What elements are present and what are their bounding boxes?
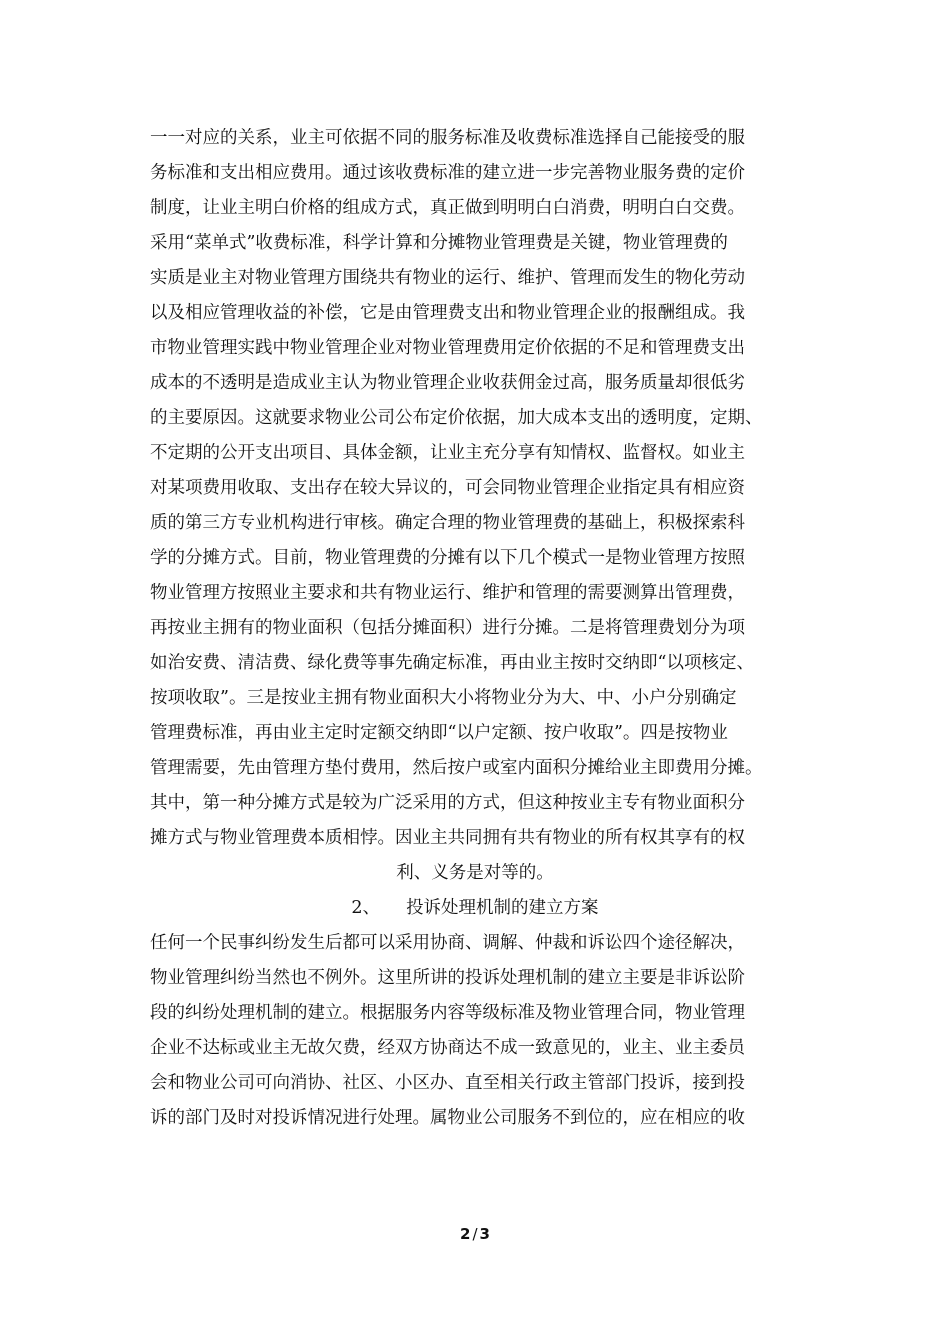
paragraph-line: 其中，第一种分摊方式是较为广泛采用的方式，但这种按业主专有物业面积分 xyxy=(150,793,745,813)
paragraph-line: 成本的不透明是造成业主认为物业管理企业收获佣金过高，服务质量却很低劣 xyxy=(150,373,745,393)
section-title: 投诉处理机制的建立方案 xyxy=(406,898,599,918)
paragraph-line: 不定期的公开支出项目、具体金额，让业主充分享有知情权、监督权。如业主 xyxy=(150,443,745,463)
paragraph-line: 企业不达标或业主无故欠费，经双方协商达不成一致意见的，业主、业主委员 xyxy=(150,1038,745,1058)
paragraph-line: 学的分摊方式。目前，物业管理费的分摊有以下几个模式一是物业管理方按照 xyxy=(150,548,745,568)
paragraph-last-line: 利、义务是对等的。 xyxy=(396,863,554,883)
section-heading xyxy=(0,897,950,919)
page-separator: / xyxy=(472,1225,478,1243)
current-page: 2 xyxy=(460,1225,471,1243)
paragraph-line: 的主要原因。这就要求物业公司公布定价依据，加大成本支出的透明度，定期、 xyxy=(150,408,763,428)
paragraph-line: 采用“菜单式”收费标准，科学计算和分摊物业管理费是关键，物业管理费的 xyxy=(150,233,728,253)
paragraph-line: 管理费标准，再由业主定时定额交纳即“以户定额、按户收取”。四是按物业 xyxy=(150,723,728,743)
paragraph-line: 会和物业公司可向消协、社区、小区办、直至相关行政主管部门投诉，接到投 xyxy=(150,1073,745,1093)
paragraph-line: 任何一个民事纠纷发生后都可以采用协商、调解、仲裁和诉讼四个途径解决， xyxy=(150,933,745,953)
paragraph-line: 摊方式与物业管理费本质相悖。因业主共同拥有共有物业的所有权其享有的权 xyxy=(150,828,745,848)
paragraph-line: 按项收取”。三是按业主拥有物业面积大小将物业分为大、中、小户分别确定 xyxy=(150,688,737,708)
paragraph-line: 制度，让业主明白价格的组成方式，真正做到明明白白消费，明明白白交费。 xyxy=(150,198,745,218)
paragraph-line: 务标准和支出相应费用。通过该收费标准的建立进一步完善物业服务费的定价 xyxy=(150,163,745,183)
paragraph-line: 再按业主拥有的物业面积（包括分摊面积）进行分摊。二是将管理费划分为项 xyxy=(150,618,745,638)
paragraph-line: 如治安费、清洁费、绿化费等事先确定标准，再由业主按时交纳即“以项核定、 xyxy=(150,653,754,673)
paragraph-line: 段的纠纷处理机制的建立。根据服务内容等级标准及物业管理合同，物业管理 xyxy=(150,1003,745,1023)
paragraph-line: 市物业管理实践中物业管理企业对物业管理费用定价依据的不足和管理费支出 xyxy=(150,338,745,358)
paragraph-line: 物业管理方按照业主要求和共有物业运行、维护和管理的需要测算出管理费， xyxy=(150,583,745,603)
paragraph-line: 一一对应的关系，业主可依据不同的服务标准及收费标准选择自己能接受的服 xyxy=(150,128,745,148)
paragraph-line: 物业管理纠纷当然也不例外。这里所讲的投诉处理机制的建立主要是非诉讼阶 xyxy=(150,968,745,988)
page-number xyxy=(0,1224,950,1244)
paragraph-line: 实质是业主对物业管理方围绕共有物业的运行、维护、管理而发生的物化劳动 xyxy=(150,268,745,288)
paragraph-line: 质的第三方专业机构进行审核。确定合理的物业管理费的基础上，积极探索科 xyxy=(150,513,745,533)
paragraph-line: 以及相应管理收益的补偿，它是由管理费支出和物业管理企业的报酬组成。我 xyxy=(150,303,745,323)
paragraph-line: 管理需要，先由管理方垫付费用，然后按户或室内面积分摊给业主即费用分摊。 xyxy=(150,758,763,778)
section-number: 2、 xyxy=(351,898,381,918)
paragraph-line: 诉的部门及时对投诉情况进行处理。属物业公司服务不到位的，应在相应的收 xyxy=(150,1108,745,1128)
total-pages: 3 xyxy=(479,1225,490,1243)
paragraph-line: 对某项费用收取、支出存在较大异议的，可会同物业管理企业指定具有相应资 xyxy=(150,478,745,498)
